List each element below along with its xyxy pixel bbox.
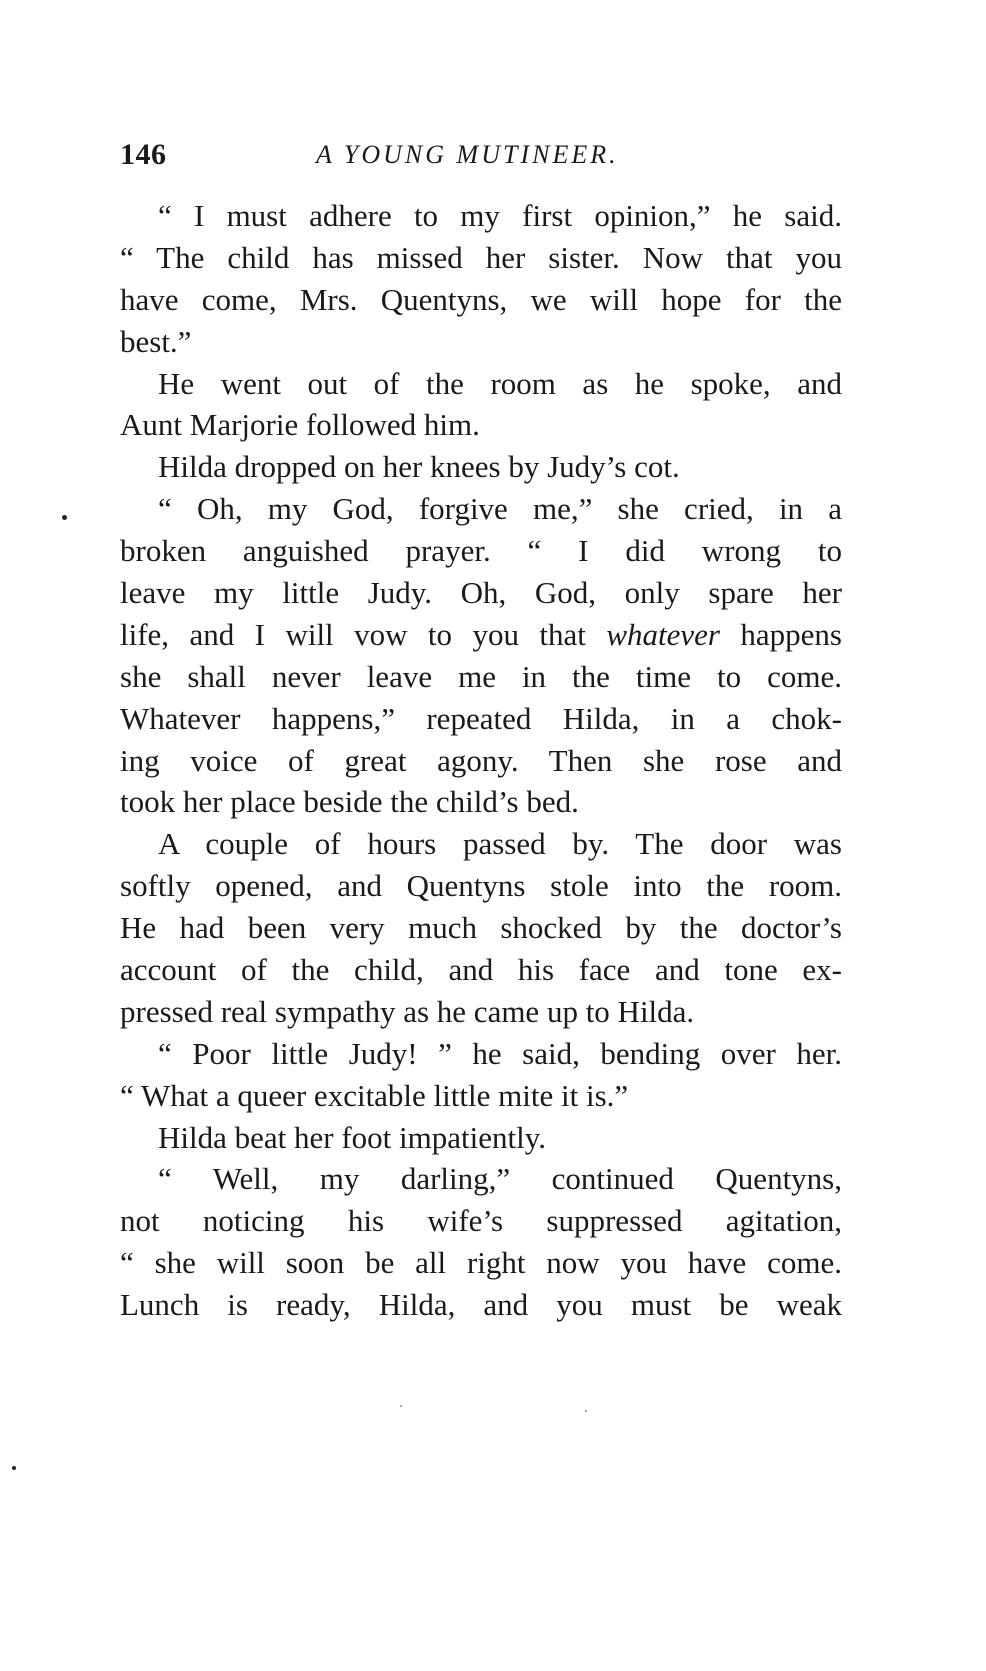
text-line: pressed real sympathy as he came up to Hilda. — [120, 993, 695, 1029]
text-line: Aunt Marjorie followed him. — [120, 407, 480, 443]
text-line — [120, 614, 842, 656]
text-line: have come, Mrs. Quentyns, we will hope for the — [120, 281, 842, 317]
text-line: took her place beside the child’s bed. — [120, 784, 579, 820]
running-title: A YOUNG MUTINEER. — [316, 140, 619, 169]
text-line: “ she will soon be all right now you have come. — [120, 1245, 842, 1281]
page-header — [120, 138, 842, 178]
italic-emphasis: whatever — [606, 616, 720, 652]
text-line: she shall never leave me in the time to come. — [120, 658, 842, 694]
text-line: broken anguished prayer. “ I did wrong to — [120, 533, 842, 569]
text-line: softly opened, and Quentyns stole into the room. — [120, 868, 842, 904]
text-line: “ Poor little Judy! ” he said, bending over her. — [158, 1035, 842, 1071]
body-text — [120, 195, 842, 1326]
text-line: account of the child, and his face and tone ex- — [120, 952, 842, 988]
text-line: ing voice of great agony. Then she rose and — [120, 742, 842, 778]
ink-speck — [400, 1405, 402, 1407]
text-line: “ Oh, my God, forgive me,” she cried, in a — [158, 491, 842, 527]
text-line: A couple of hours passed by. The door was — [158, 826, 842, 862]
text-line: best.” — [120, 323, 192, 359]
text-line: not noticing his wife’s suppressed agitation, — [120, 1203, 842, 1239]
ink-speck — [62, 515, 67, 520]
page-number: 146 — [120, 138, 167, 171]
text-line: “ I must adhere to my first opinion,” he said. — [158, 198, 842, 233]
text-line: He went out of the room as he spoke, and — [158, 365, 842, 401]
text-segment: happens — [719, 616, 842, 652]
ink-speck — [12, 1466, 16, 1470]
text-line: leave my little Judy. Oh, God, only spare her — [120, 575, 842, 611]
text-line: Hilda dropped on her knees by Judy’s cot. — [158, 449, 680, 485]
text-line: Whatever happens,” repeated Hilda, in a chok- — [120, 700, 842, 736]
text-segment: life, and I will vow to you that — [120, 616, 607, 652]
text-line: “ Well, my darling,” continued Quentyns, — [158, 1161, 842, 1197]
text-line: He had been very much shocked by the doctor’s — [120, 910, 842, 946]
text-line: “ What a queer excitable little mite it is.” — [120, 1077, 629, 1113]
text-line: Hilda beat her foot impatiently. — [158, 1119, 546, 1155]
text-line: “ The child has missed her sister. Now that you — [120, 239, 842, 275]
text-line: Lunch is ready, Hilda, and you must be weak — [120, 1287, 842, 1323]
ink-speck — [585, 1410, 587, 1412]
